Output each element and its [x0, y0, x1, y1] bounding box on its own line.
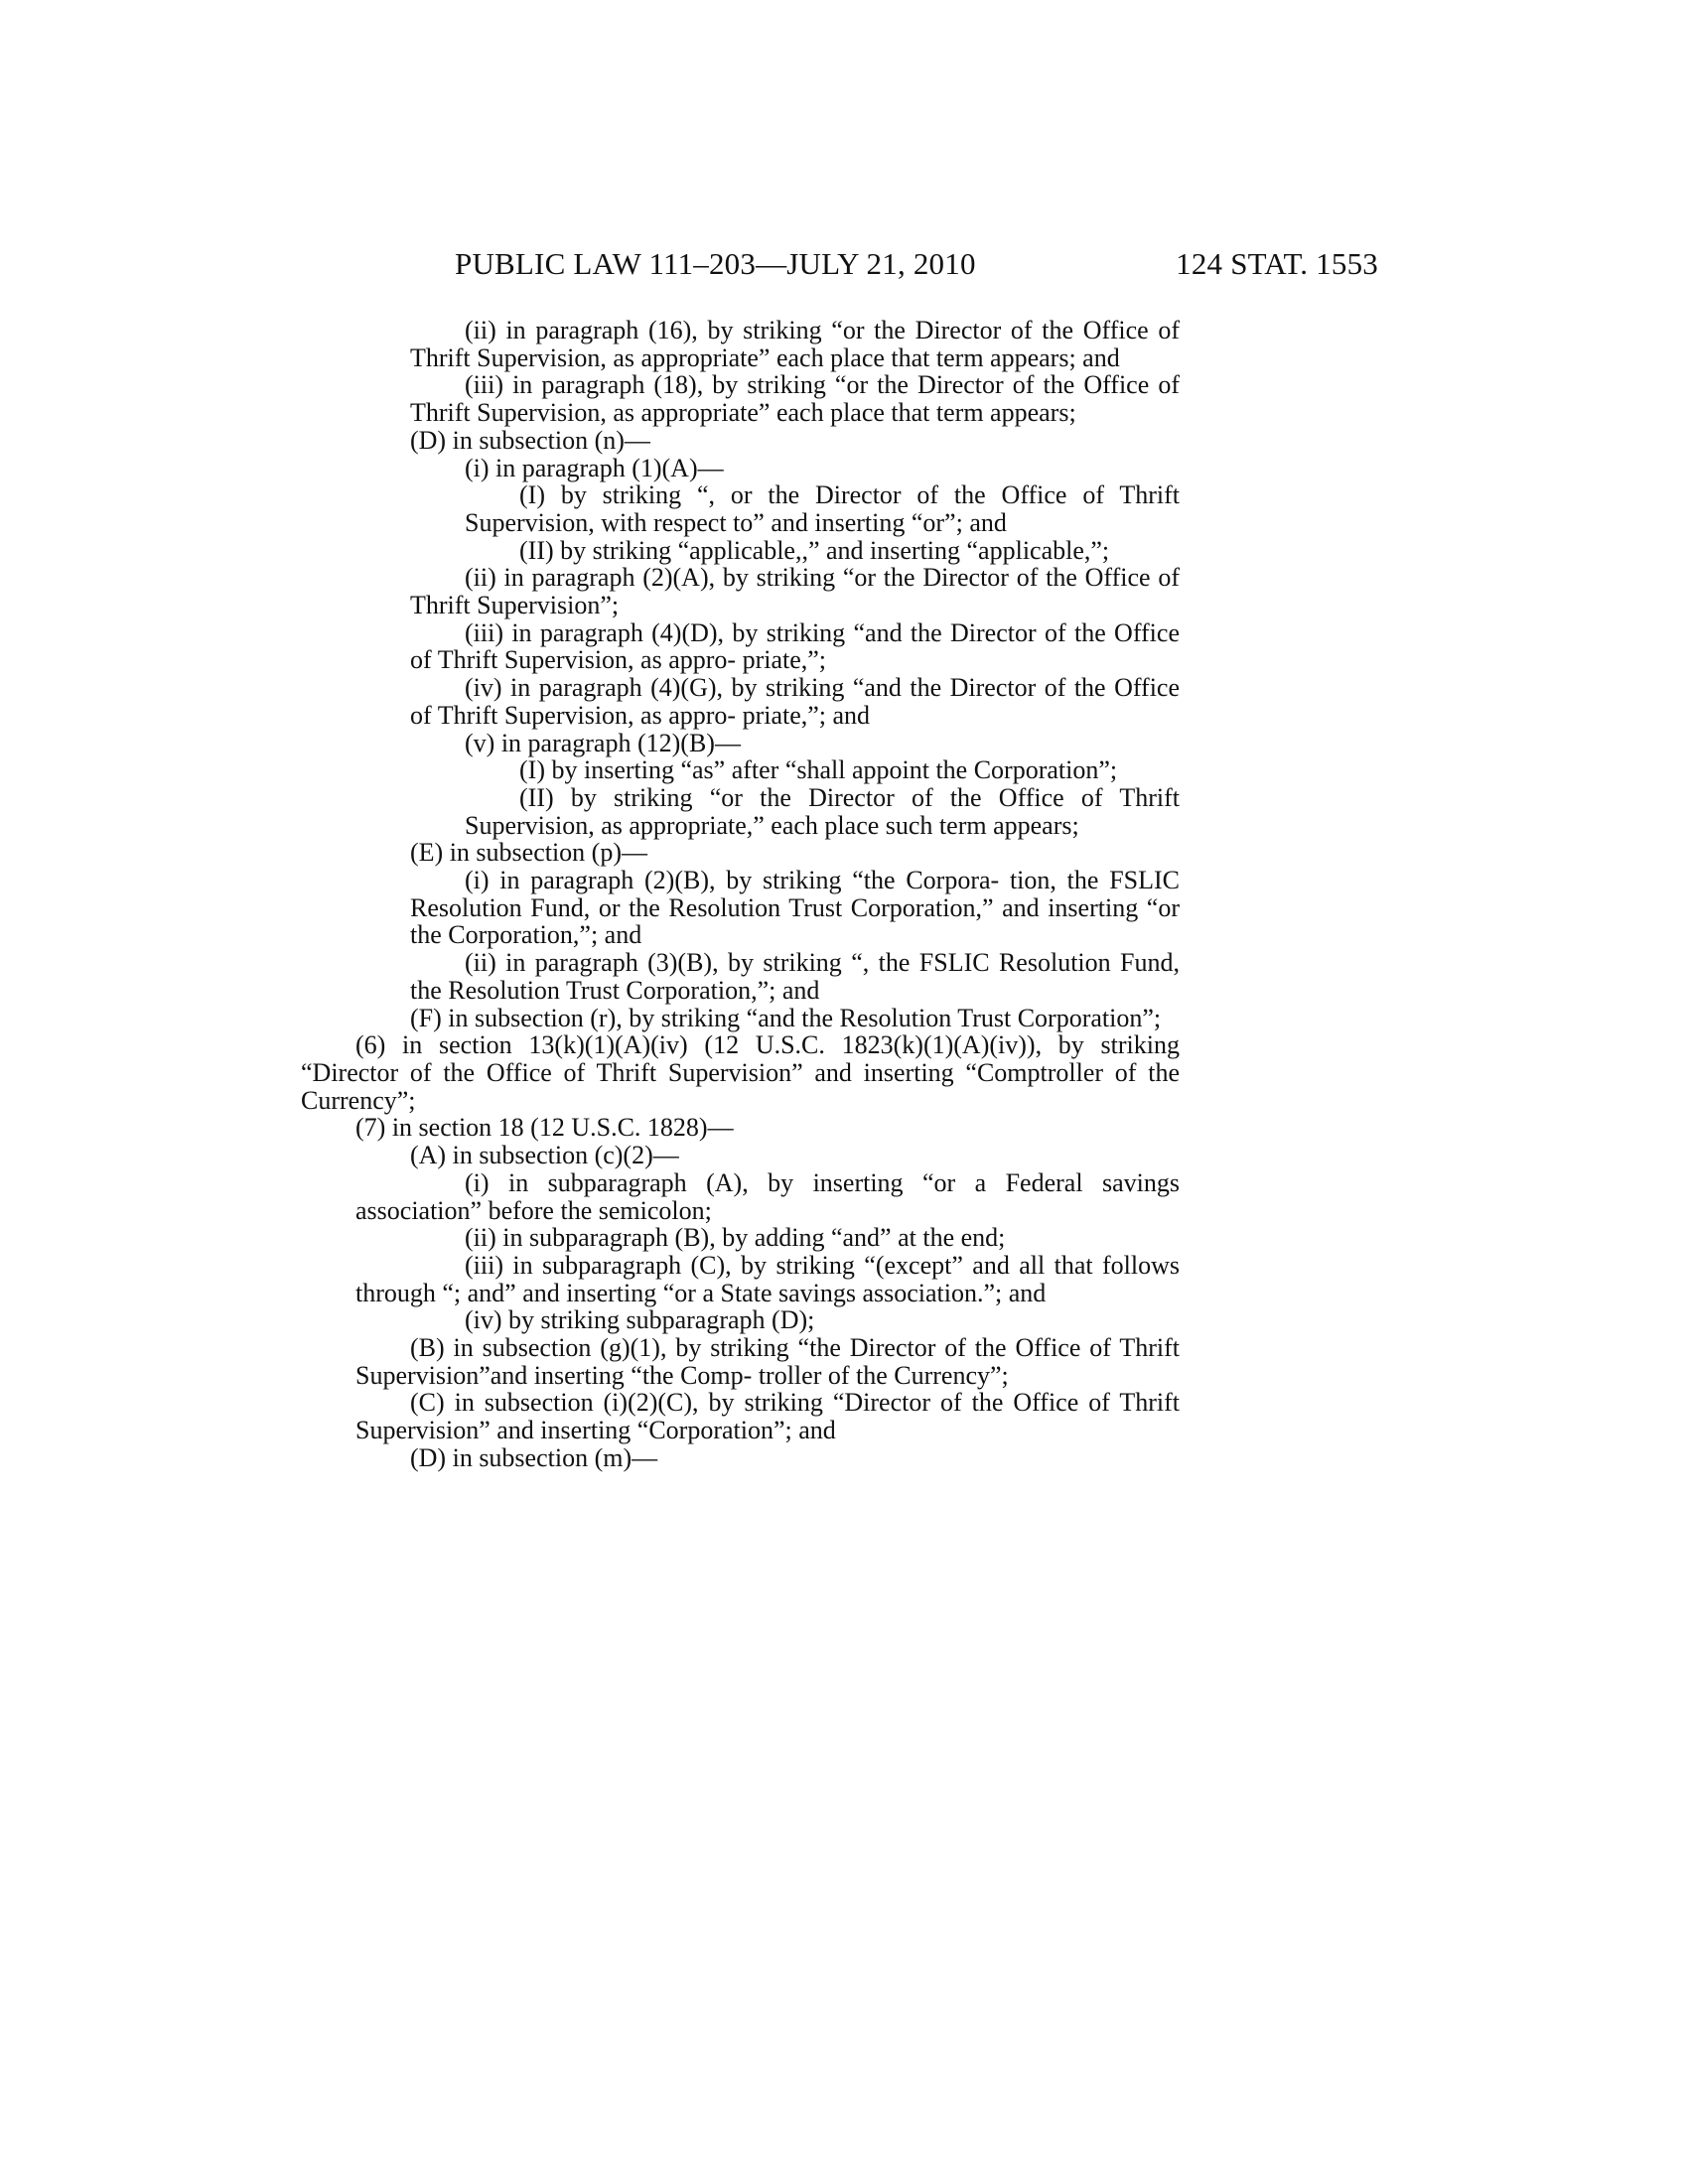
- document-body: [301, 316, 1180, 1472]
- paragraph: (i) in paragraph (1)(A)—: [465, 453, 724, 482]
- paragraph: (II) by striking “or the Director of the Office of Thrift Supervision, as appropriate,” each place such term appears;: [465, 782, 1180, 840]
- header-statute-page: 124 STAT. 1553: [1176, 246, 1378, 281]
- paragraph: (6) in section 13(k)(1)(A)(iv) (12 U.S.C. 1823(k)(1)(A)(iv)), by striking “Director of the Office of Thrift Supervision” and inserting “Comptroller of the Currency”;: [301, 1030, 1180, 1115]
- paragraph: (B) in subsection (g)(1), by striking “the Director of the Office of Thrift Supervision”and inserting “the Comp- troller of the Currency”;: [355, 1333, 1180, 1390]
- paragraph: (ii) in paragraph (3)(B), by striking “, the FSLIC Resolution Fund, the Resolution Trust Corporation,”; and: [410, 948, 1180, 1005]
- paragraph: (i) in paragraph (2)(B), by striking “the Corpora- tion, the FSLIC Resolution Fund, or the Resolution Trust Corporation,” and inserting “or the Corporation,”; and: [410, 866, 1180, 950]
- paragraph: (I) by striking “, or the Director of the Office of Thrift Supervision, with respect to” and inserting “or”; and: [465, 480, 1180, 537]
- paragraph: (iii) in subparagraph (C), by striking “(except” and all that follows through “; and” and inserting “or a State savings association.”; and: [355, 1250, 1180, 1307]
- paragraph: (II) by striking “applicable,,” and inserting “applicable,”;: [519, 535, 1110, 565]
- paragraph: (7) in section 18 (12 U.S.C. 1828)—: [355, 1113, 734, 1143]
- paragraph: (C) in subsection (i)(2)(C), by striking “Director of the Office of Thrift Supervision” and inserting “Corporation”; and: [355, 1388, 1180, 1445]
- paragraph: (ii) in paragraph (16), by striking “or the Director of the Office of Thrift Supervision, as appropriate” each place that term appears; and: [410, 316, 1180, 372]
- paragraph: (v) in paragraph (12)(B)—: [465, 728, 741, 757]
- paragraph: (E) in subsection (p)—: [410, 838, 648, 868]
- paragraph: (F) in subsection (r), by striking “and the Resolution Trust Corporation”;: [410, 1003, 1162, 1032]
- paragraph: (ii) in subparagraph (B), by adding “and” at the end;: [465, 1223, 1006, 1253]
- paragraph: (I) by inserting “as” after “shall appoint the Corporation”;: [519, 755, 1118, 785]
- header-law-citation: PUBLIC LAW 111–203—JULY 21, 2010: [455, 246, 976, 281]
- running-header: [455, 244, 1378, 284]
- paragraph: (i) in subparagraph (A), by inserting “or a Federal savings association” before the semicolon;: [355, 1167, 1180, 1225]
- paragraph: (iii) in paragraph (4)(D), by striking “and the Director of the Office of Thrift Supervision, as appro- priate,”;: [410, 617, 1180, 675]
- paragraph: (iv) by striking subparagraph (D);: [465, 1305, 815, 1335]
- paragraph: (ii) in paragraph (2)(A), by striking “or the Director of the Office of Thrift Supervision”;: [410, 563, 1180, 620]
- paragraph: (D) in subsection (n)—: [410, 425, 650, 455]
- paragraph: (A) in subsection (c)(2)—: [410, 1141, 679, 1170]
- paragraph: (D) in subsection (m)—: [410, 1442, 658, 1472]
- paragraph: (iii) in paragraph (18), by striking “or the Director of the Office of Thrift Supervision, as appropriate” each place that term appears;: [410, 370, 1180, 428]
- paragraph: (iv) in paragraph (4)(G), by striking “and the Director of the Office of Thrift Supervision, as appro- priate,”; and: [410, 673, 1180, 730]
